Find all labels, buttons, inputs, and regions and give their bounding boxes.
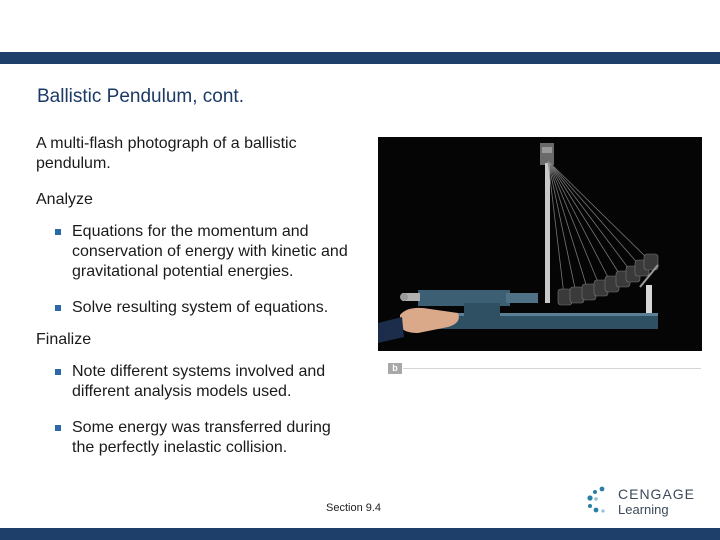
caption-divider (403, 368, 701, 369)
top-band (0, 52, 720, 64)
figure-label: b (388, 363, 402, 374)
logo-text-learning: Learning (618, 502, 669, 517)
slide-title: Ballistic Pendulum, cont. (37, 86, 244, 107)
bullet-text: Some energy was transferred during the perfectly inelastic collision. (72, 419, 331, 456)
analyze-heading: Analyze (36, 191, 93, 208)
analyze-bullet-1 (55, 222, 355, 282)
analyze-bullet-2 (55, 298, 375, 318)
section-label: Section 9.4 (326, 502, 382, 514)
cengage-dots-icon (584, 485, 616, 517)
cengage-logo (584, 485, 694, 521)
bottom-band (0, 528, 720, 540)
bullet-text: Equations for the momentum and conservation of energy with kinetic and gravitational potential energies. (72, 223, 348, 280)
bullet-square-icon (55, 425, 61, 431)
pendulum-illustration (378, 137, 702, 351)
bullet-text: Note different systems involved and different analysis models used. (72, 363, 326, 400)
finalize-bullet-1 (55, 362, 355, 402)
intro-text: A multi-flash photograph of a ballistic pendulum. (36, 135, 297, 172)
bullet-square-icon (55, 305, 61, 311)
bullet-text: Solve resulting system of equations. (72, 299, 329, 316)
bullet-square-icon (55, 369, 61, 375)
bullet-square-icon (55, 229, 61, 235)
finalize-heading: Finalize (36, 331, 92, 348)
logo-text-cengage: CENGAGE (618, 486, 696, 502)
ballistic-pendulum-photo (378, 137, 702, 351)
finalize-bullet-2 (55, 418, 355, 458)
